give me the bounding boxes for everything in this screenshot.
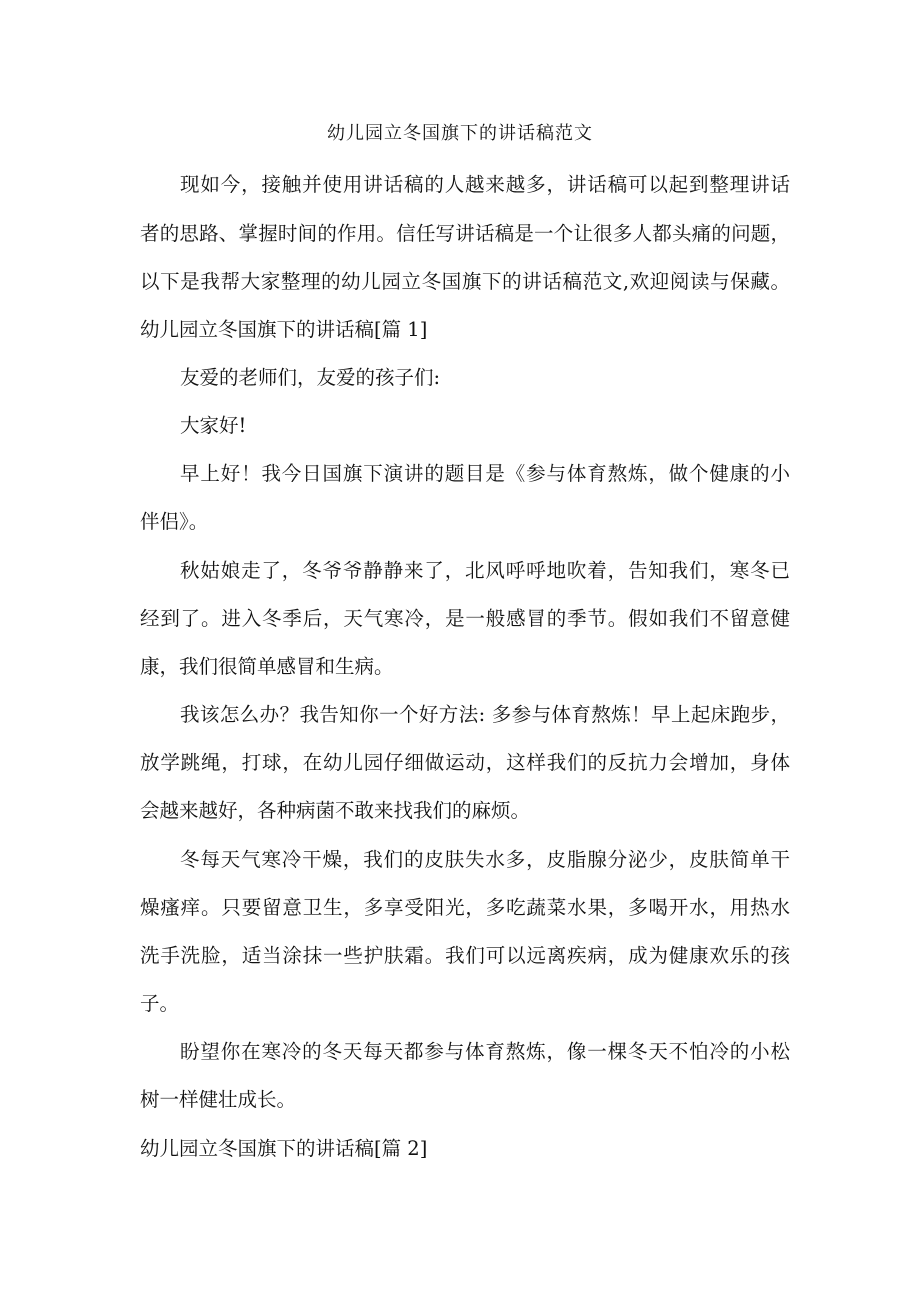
hello-line: 大家好! bbox=[180, 414, 247, 437]
document-title: 幼儿园立冬国旗下的讲话稿范文 bbox=[327, 123, 593, 144]
paragraph-2-line-1: 秋姑娘走了，冬爷爷静静来了，北风呼呼地吹着，告知我们，寒冬已 bbox=[180, 559, 790, 582]
intro-line-3: 以下是我帮大家整理的幼儿园立冬国旗下的讲话稿范文,欢迎阅读与保藏。 bbox=[140, 270, 790, 293]
paragraph-5-line-1: 盼望你在寒冷的冬天每天都参与体育熬炼，像一棵冬天不怕冷的小松 bbox=[180, 1040, 790, 1063]
paragraph-4-line-2: 燥瘙痒。只要留意卫生，多享受阳光，多吃蔬菜水果，多喝开水，用热水 bbox=[140, 896, 790, 919]
greeting: 友爱的老师们，友爱的孩子们: bbox=[180, 366, 441, 389]
paragraph-2-line-3: 康，我们很简单感冒和生病。 bbox=[140, 655, 394, 678]
paragraph-1-line-2: 伴侣》。 bbox=[140, 510, 209, 533]
paragraph-3-line-1: 我该怎么办？我告知你一个好方法: 多参与体育熬炼！早上起床跑步， bbox=[180, 703, 790, 726]
paragraph-3-line-3: 会越来越好，各种病菌不敢来找我们的麻烦。 bbox=[140, 799, 531, 822]
paragraph-3-line-2: 放学跳绳，打球，在幼儿园仔细做运动，这样我们的反抗力会增加，身体 bbox=[140, 751, 790, 774]
intro-line-2: 者的思路、掌握时间的作用。信任写讲话稿是一个让很多人都头痛的问题， bbox=[140, 222, 790, 245]
section-1-heading: 幼儿园立冬国旗下的讲话稿[篇 1] bbox=[140, 318, 428, 341]
section-2-heading: 幼儿园立冬国旗下的讲话稿[篇 2] bbox=[140, 1137, 428, 1160]
paragraph-1-line-1: 早上好！我今日国旗下演讲的题目是《参与体育熬炼，做个健康的小 bbox=[180, 462, 790, 485]
intro-line-1: 现如今，接触并使用讲话稿的人越来越多，讲话稿可以起到整理讲话 bbox=[180, 173, 790, 196]
paragraph-4-line-1: 冬每天气寒冷干燥，我们的皮肤失水多，皮脂腺分泌少，皮肤简单干 bbox=[180, 848, 790, 871]
paragraph-4-line-4: 子。 bbox=[140, 992, 180, 1015]
paragraph-5-line-2: 树一样健壮成长。 bbox=[140, 1088, 297, 1111]
paragraph-2-line-2: 经到了。进入冬季后，天气寒冷，是一般感冒的季节。假如我们不留意健 bbox=[140, 607, 790, 630]
paragraph-4-line-3: 洗手洗脸，适当涂抹一些护肤霜。我们可以远离疾病，成为健康欢乐的孩 bbox=[140, 944, 790, 967]
